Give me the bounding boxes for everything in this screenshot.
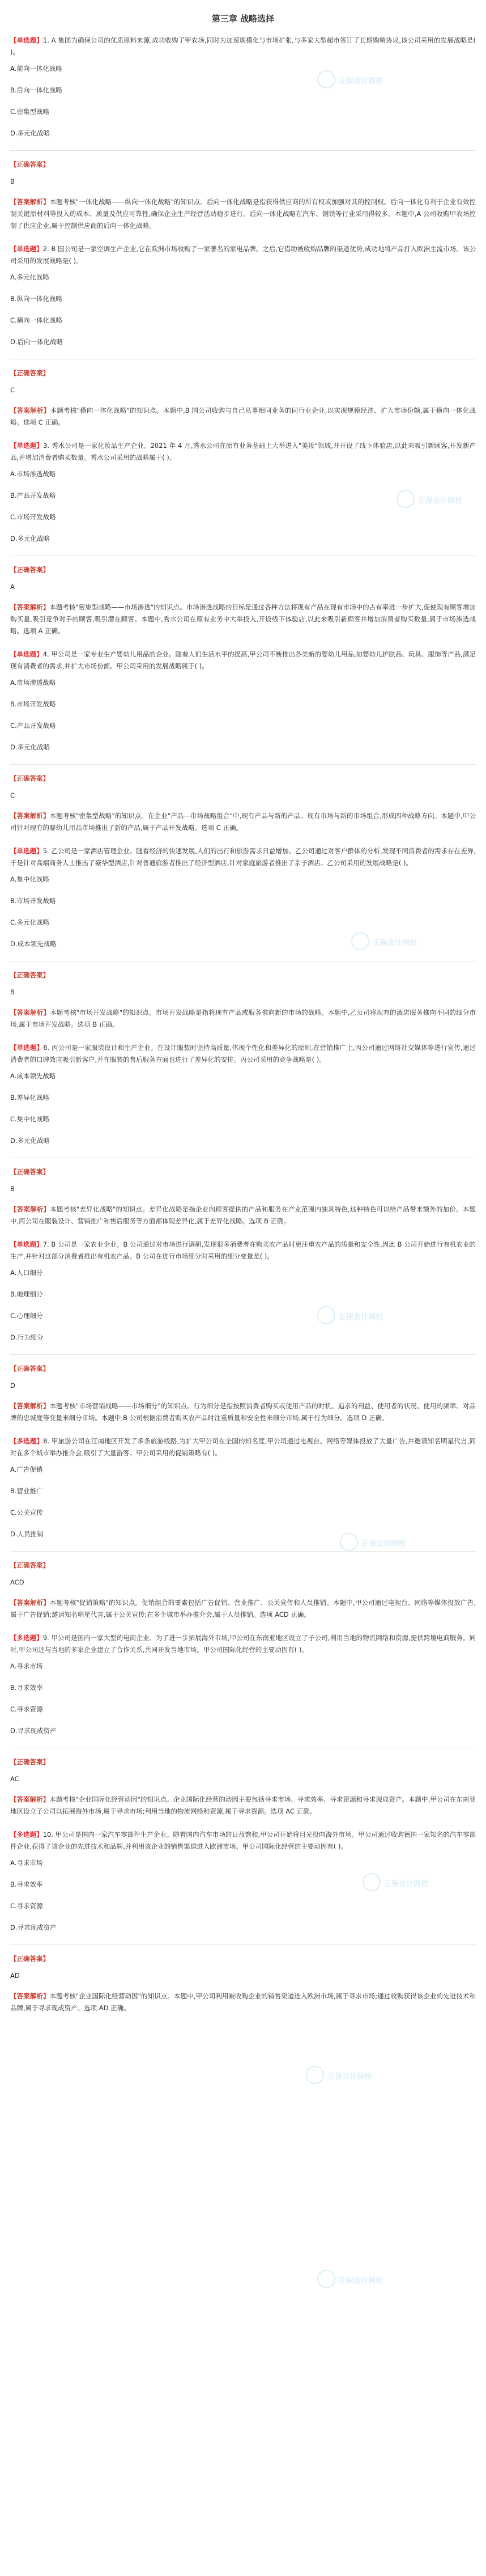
answer-option: C.产品开发战略 (10, 722, 56, 730)
question-stem (10, 1239, 476, 1262)
question-block (10, 1239, 476, 1424)
correct-answer-label (10, 1167, 476, 1176)
answer-option: D.后向一体化战略 (10, 338, 63, 346)
divider (10, 1944, 476, 1945)
watermark-icon (306, 2066, 324, 2084)
question-block (10, 1042, 476, 1227)
correct-answer-label (10, 774, 476, 783)
watermark-logo (317, 2268, 391, 2290)
answer-heading: 【正确答案】 (10, 369, 49, 377)
question-block (10, 243, 476, 429)
analysis-text: 本题考核"横向一体化战略"的知识点。本题中,B 国公司收购与自己从事相同业务的同行业企业,以实现规模经济、扩大市场份额,属于横向一体化战略。选项 C 正确。 (10, 406, 476, 426)
answer-analysis (10, 810, 476, 834)
answer-option: D.多元化战略 (10, 535, 50, 543)
answer-option: A.市场渗透战略 (10, 679, 56, 687)
question-type: 【单选题】 (10, 650, 43, 658)
correct-answer-label (10, 368, 476, 378)
correct-answer-value: C (10, 386, 15, 394)
question-text: 2. B 国公司是一家空调生产企业,它在欧洲市场收购了一家著名的家电品牌。之后,它借助被收购品牌的渠道优势,成功地将产品打入欧洲主流市场。该公司采用的发展战略是( )。 (10, 245, 476, 265)
answer-analysis (10, 601, 476, 637)
correct-answer-label (10, 1757, 476, 1766)
question-block (10, 440, 476, 637)
correct-answer-value: D (10, 1382, 15, 1389)
answer-option: A.寻求市场 (10, 1662, 43, 1670)
analysis-text: 本题考核"企业国际化经营动因"的知识点。本题中,甲公司利用被收购企业的销售渠道进入欧洲市场,属于寻求市场;通过收购获得该企业的先进技术和品牌,属于寻求现成资产。选项 AD 正确。 (10, 1992, 476, 2012)
question-stem (10, 1632, 476, 1656)
question-stem (10, 35, 476, 58)
answer-option: D.寻求现成资产 (10, 1727, 57, 1735)
question-block (10, 35, 476, 232)
question-text: 1. A 集团为确保公司的优质原料来源,成功收购了甲农场,同时为加速规模化与市场扩张,与多家大型超市签订了长期购销协议,该公司采用的发展战略是( )。 (10, 36, 476, 56)
question-text: 9. 甲公司是国内一家大型的电商企业。为了进一步拓展海外市场,甲公司在东南亚地区设立了子公司,利用当地的物流网络和资源,提供跨境电商服务。同时,甲公司还与当地的多家企业建立了合作关系,共同开发当地市场。甲公司国际化经营的主要动因有( )。 (10, 1634, 476, 1654)
answer-option: B.差异化战略 (10, 1094, 50, 1101)
answer-option: B.市场开发战略 (10, 897, 56, 905)
correct-answer-label (10, 565, 476, 574)
question-block (10, 845, 476, 1031)
answer-analysis (10, 1597, 476, 1621)
answer-option: B.地理细分 (10, 1290, 43, 1298)
analysis-text: 本题考核"密集型战略——市场渗透"的知识点。市场渗透战略的目标是通过各种方法将现有产品在现有市场中的占有率进一步扩大,促使现有顾客增加购买量,吸引竞争对手的顾客,吸引潜在顾客。本题中,秀水公司在原有业务中大举投入,开设线下体验店,以此来吸引新顾客并增加消费者购买数量,属于市场渗透战略。选项 A 正确。 (10, 603, 476, 635)
question-block (10, 1435, 476, 1621)
correct-answer-value: AC (10, 1775, 19, 1783)
answer-option: C.心理细分 (10, 1312, 43, 1320)
answer-option: C.横向一体化战略 (10, 316, 63, 324)
analysis-text: 本题考核"企业国际化经营动因"的知识点。企业国际化经营的动因主要包括寻求市场、寻求效率、寻求资源和寻求现成资产。本题中,甲公司在东南亚地区设立子公司以拓展海外市场,属于寻求市场;利用当地的物流网络和资源,属于寻求资源。选项 AC 正确。 (10, 1795, 476, 1815)
answer-option: D.行为细分 (10, 1333, 44, 1341)
answer-analysis (10, 1007, 476, 1031)
analysis-heading: 【答案解析】 (10, 1992, 50, 2000)
question-stem (10, 1435, 476, 1459)
answer-heading: 【正确答案】 (10, 160, 49, 168)
answer-heading: 【正确答案】 (10, 1955, 49, 1963)
question-stem (10, 845, 476, 869)
analysis-text: 本题考核"差异化战略"的知识点。差异化战略是指企业向顾客提供的产品和服务在产业范围内独具特色,这种特色可以给产品带来额外的加价。本题中,丙公司在服装设计、营销推广和售后服务等方面都体现差异化,属于差异化战略。选项 B 正确。 (10, 1205, 476, 1225)
answer-option: A.寻求市场 (10, 1859, 43, 1867)
question-type: 【单选题】 (10, 442, 44, 450)
question-block (10, 1829, 476, 2014)
answer-heading: 【正确答案】 (10, 1561, 49, 1569)
answer-option: C.多元化战略 (10, 918, 50, 926)
answer-option: A.广告促销 (10, 1465, 43, 1473)
answer-option: C.寻求资源 (10, 1902, 43, 1910)
answer-option: C.市场开发战略 (10, 513, 56, 521)
watermark-text: 正保会计网校 (384, 1880, 429, 1888)
analysis-heading: 【答案解析】 (10, 1009, 50, 1016)
page-title: 第三章 战略选择 (211, 14, 275, 24)
divider (10, 1354, 476, 1355)
question-text: 3. 秀水公司是一家化妆品生产企业。2021 年 4 月,秀水公司在原有业务基础上大举进入"美妆"领域,并开设了线下体验店,以此来吸引新顾客,开发新产品,并增加消费者购买数量。秀水公司采用的战略属于( )。 (10, 442, 476, 461)
watermark-text: 正保会计网校 (339, 2277, 383, 2285)
answer-option: C.集中化战略 (10, 1115, 50, 1123)
answer-analysis (10, 405, 476, 429)
answer-option: B.寻求效率 (10, 1684, 43, 1692)
question-type: 【多选题】 (10, 1437, 44, 1445)
analysis-heading: 【答案解析】 (10, 1599, 50, 1607)
correct-answer-label (10, 1364, 476, 1373)
watermark-text: 正保会计网校 (339, 77, 383, 86)
analysis-heading: 【答案解析】 (10, 406, 50, 414)
analysis-heading: 【答案解析】 (10, 1402, 50, 1410)
question-list (10, 35, 476, 2014)
answer-option: A.多元化战略 (10, 273, 49, 281)
analysis-heading: 【答案解析】 (10, 1205, 50, 1213)
answer-option: A.市场渗透战略 (10, 470, 56, 478)
answer-option: D.多元化战略 (10, 743, 50, 751)
answer-option: B.后向一体化战略 (10, 86, 63, 94)
analysis-text: 本题考核"促销策略"的知识点。促销组合的要素包括广告促销、营业推广、公关宣传和人员推销。本题中,甲公司通过电视台、网络等媒体投放广告,属于广告促销;邀请知名明星代言,属于公关宣传;在多个城市举办推介会,属于人员推销。选项 ACD 正确。 (10, 1599, 476, 1619)
watermark-text: 正保会计网校 (327, 2073, 372, 2081)
answer-analysis (10, 1794, 476, 1817)
question-stem (10, 1042, 476, 1066)
answer-option: B.纵向一体化战略 (10, 295, 63, 303)
question-text: 4. 甲公司是一家专业生产婴幼儿用品的企业。随着人们生活水平的提高,甲公司不断推出各类新的婴幼儿用品,如婴幼儿护肤品、玩具、服饰等产品,满足现有消费者的需求,并扩大市场份额。甲公司采用的发展战略属于( )。 (10, 650, 476, 670)
analysis-text: 本题考核"一体化战略——纵向一体化战略"的知识点。后向一体化战略是指获得供应商的所有权或加强对其的控制权。后向一体化有利于企业有效控制关键原材料等投入的成本、质量及供应可靠性,确保企业生产经营活动稳步进行。后向一体化战略在汽车、钢铁等行业采用得较多。本题中,A 公司收购甲农场控制了供应企业,属于控制供应商的后向一体化战略。 (10, 198, 476, 230)
answer-option: D.人员推销 (10, 1530, 44, 1538)
answer-heading: 【正确答案】 (10, 566, 49, 574)
question-text: 8. 甲旅游公司在江南地区开发了多条旅游线路,为扩大甲公司在全国的知名度,甲公司通过电视台、网络等媒体投放了大量广告,并邀请知名明星代言,同时在多个城市举办推介会,吸引了大量游客。甲公司采用的促销策略有( )。 (10, 1437, 476, 1457)
correct-answer-label (10, 1561, 476, 1570)
question-type: 【单选题】 (10, 1240, 43, 1248)
watermark-text: 正保会计网校 (361, 1540, 406, 1548)
analysis-heading: 【答案解析】 (10, 603, 50, 611)
question-stem (10, 243, 476, 267)
answer-option: D.多元化战略 (10, 129, 50, 137)
question-type: 【多选题】 (10, 1634, 43, 1642)
answer-analysis (10, 196, 476, 232)
question-text: 6. 丙公司是一家服装设计和生产企业。在设计服装时坚持高质量,体现个性化和差异化的原则,在营销推广上,丙公司通过网络社交媒体等进行宣传,通过消费者的口碑效应吸引新客户,并在服装的售后服务方面也进行了差异化的安排。丙公司采用的竞争战略是( )。 (10, 1044, 476, 1064)
watermark-text: 正保会计网校 (339, 1313, 383, 1321)
question-stem (10, 440, 476, 464)
question-type: 【单选题】 (10, 245, 43, 253)
divider (10, 150, 476, 151)
answer-heading: 【正确答案】 (10, 1758, 49, 1766)
analysis-heading: 【答案解析】 (10, 812, 50, 820)
answer-heading: 【正确答案】 (10, 971, 49, 979)
answer-option: B.市场开发战略 (10, 700, 56, 708)
question-type: 【单选题】 (10, 847, 43, 855)
answer-option: A.集中化战略 (10, 875, 49, 883)
correct-answer-value: B (10, 177, 15, 185)
analysis-text: 本题考核"密集型战略"的知识点。在企业"产品—市场战略组合"中,现有产品与新的产品、现有市场与新的市场组合,形成四种战略方向。本题中,甲公司针对现有的婴幼儿用品市场推出了新的产品,属于产品开发战略。选项 C 正确。 (10, 812, 476, 832)
answer-heading: 【正确答案】 (10, 1168, 49, 1176)
answer-option: C.密集型战略 (10, 108, 50, 116)
correct-answer-label (10, 1954, 476, 1963)
watermark-text: 正保会计网校 (373, 939, 417, 947)
correct-answer-value: B (10, 988, 15, 996)
answer-option: C.公关宣传 (10, 1509, 43, 1516)
question-type: 【多选题】 (10, 1831, 43, 1838)
answer-option: D.多元化战略 (10, 1137, 50, 1145)
question-text: 7. B 公司是一家农业企业。B 公司通过对市场进行调研,发现很多消费者在购买农产品时更注重农产品的质量和安全性,因此 B 公司开始进行有机农业的生产,并针对这部分消费者推出有机农产品。B 公司在进行市场细分时采用的细分变量是( )。 (10, 1240, 476, 1260)
analysis-heading: 【答案解析】 (10, 198, 50, 206)
question-type: 【单选题】 (10, 36, 43, 44)
answer-option: B.营业推广 (10, 1487, 43, 1495)
correct-answer-label (10, 160, 476, 169)
answer-analysis (10, 1400, 476, 1424)
answer-option: A.人口细分 (10, 1269, 43, 1277)
analysis-heading: 【答案解析】 (10, 1795, 50, 1803)
correct-answer-value: ACD (10, 1578, 24, 1586)
answer-option: C.寻求资源 (10, 1705, 43, 1713)
answer-option: D.成本领先战略 (10, 940, 57, 948)
watermark-logo (306, 2064, 380, 2086)
divider (10, 1551, 476, 1552)
question-block (10, 1632, 476, 1817)
analysis-text: 本题考核"市场开发战略"的知识点。市场开发战略是指将现有产品或服务推向新的市场的战略。本题中,乙公司将现有的酒店服务推向不同的细分市场,属于市场开发战略。选项 B 正确。 (10, 1009, 476, 1028)
watermark-icon (317, 2270, 335, 2288)
correct-answer-value: AD (10, 1972, 20, 1980)
answer-heading: 【正确答案】 (10, 774, 49, 782)
analysis-text: 本题考核"市场营销战略——市场细分"的知识点。行为细分是指按照消费者购买或使用产品的时机、追求的利益、使用者的状况、使用的频率、对品牌的忠诚度等变量来细分市场。本题中,B 公司根据消费者购买农产品时注重质量和安全性来细分市场,属于行为细分。选项 D 正确。 (10, 1402, 476, 1422)
question-text: 10. 甲公司是国内一家汽车零部件生产企业。随着国内汽车市场的日益饱和,甲公司开始将目光投向海外市场。甲公司通过收购德国一家知名的汽车零部件企业,获得了该企业的先进技术和品牌,并利用该企业的销售渠道进入欧洲市场。甲公司国际化经营的主要动因有( )。 (10, 1831, 476, 1850)
answer-option: B.寻求效率 (10, 1880, 43, 1888)
answer-option: A.成本领先战略 (10, 1072, 56, 1080)
answer-option: A.前向一体化战略 (10, 65, 62, 73)
watermark-text: 正保会计网校 (418, 497, 463, 505)
correct-answer-value: C (10, 791, 15, 799)
answer-analysis (10, 1204, 476, 1227)
answer-option: B.产品开发战略 (10, 492, 56, 499)
correct-answer-label (10, 971, 476, 980)
question-type: 【单选题】 (10, 1044, 44, 1052)
question-stem (10, 1829, 476, 1853)
correct-answer-value: A (10, 583, 15, 591)
answer-heading: 【正确答案】 (10, 1365, 49, 1372)
question-text: 5. 乙公司是一家酒店管理企业。随着经济的快速发展,人们的出行和旅游需求日益增加。乙公司通过对客户群体的分析,发现不同消费者的需求存在差异,于是针对高端商务人士推出了豪华型酒店,针对普通旅游者推出了经济型酒店,针对家庭旅游者推出了亲子酒店。乙公司采用的发展战略是( )。 (10, 847, 476, 867)
correct-answer-value: B (10, 1185, 15, 1193)
question-stem (10, 649, 476, 672)
question-block (10, 649, 476, 834)
divider (10, 764, 476, 765)
answer-option: D.寻求现成资产 (10, 1923, 57, 1931)
answer-analysis (10, 1990, 476, 2014)
